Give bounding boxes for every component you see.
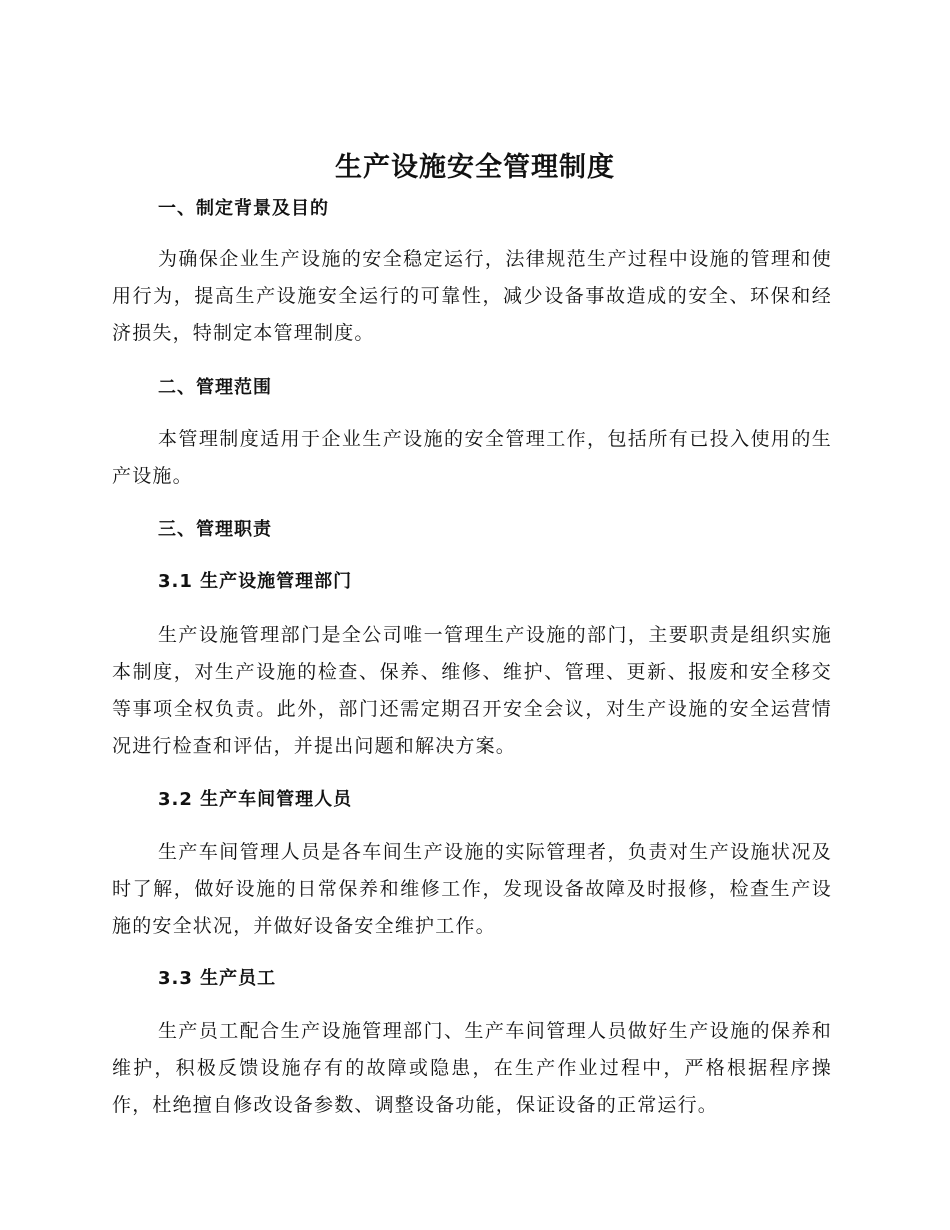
- subsection-paragraph-workshop-managers: 生产车间管理人员是各车间生产设施的实际管理者，负责对生产设施状况及时了解，做好设施的日常保养和维修工作，发现设备故障及时报修，检查生产设施的安全状况，并做好设备安全维护工作。: [112, 841, 832, 937]
- subsection-heading-employees: 3.3 生产员工: [158, 968, 277, 989]
- subsection-heading-facility-department: 3.1 生产设施管理部门: [158, 571, 353, 592]
- section-paragraph-background: 为确保企业生产设施的安全稳定运行，法律规范生产过程中设施的管理和使用行为，提高生产设施安全运行的可靠性，减少设备事故造成的安全、环保和经济损失，特制定本管理制度。: [112, 248, 832, 344]
- subsection-heading-workshop-managers: 3.2 生产车间管理人员: [158, 789, 353, 810]
- section-paragraph-scope: 本管理制度适用于企业生产设施的安全管理工作，包括所有已投入使用的生产设施。: [112, 428, 832, 487]
- section-heading-scope: 二、管理范围: [158, 377, 272, 398]
- section-heading-responsibilities: 三、管理职责: [158, 519, 272, 540]
- subsection-paragraph-facility-department: 生产设施管理部门是全公司唯一管理生产设施的部门，主要职责是组织实施本制度，对生产设施的检查、保养、维修、维护、管理、更新、报废和安全移交等事项全权负责。此外，部门还需定期召开安全会议，对生产设施的安全运营情况进行检查和评估，并提出问题和解决方案。: [112, 624, 832, 757]
- document-title: 生产设施安全管理制度: [335, 152, 615, 183]
- subsection-paragraph-employees: 生产员工配合生产设施管理部门、生产车间管理人员做好生产设施的保养和维护，积极反馈设施存有的故障或隐患，在生产作业过程中，严格根据程序操作，杜绝擅自修改设备参数、调整设备功能，保证设备的正常运行。: [112, 1020, 832, 1116]
- section-heading-background: 一、制定背景及目的: [158, 198, 329, 219]
